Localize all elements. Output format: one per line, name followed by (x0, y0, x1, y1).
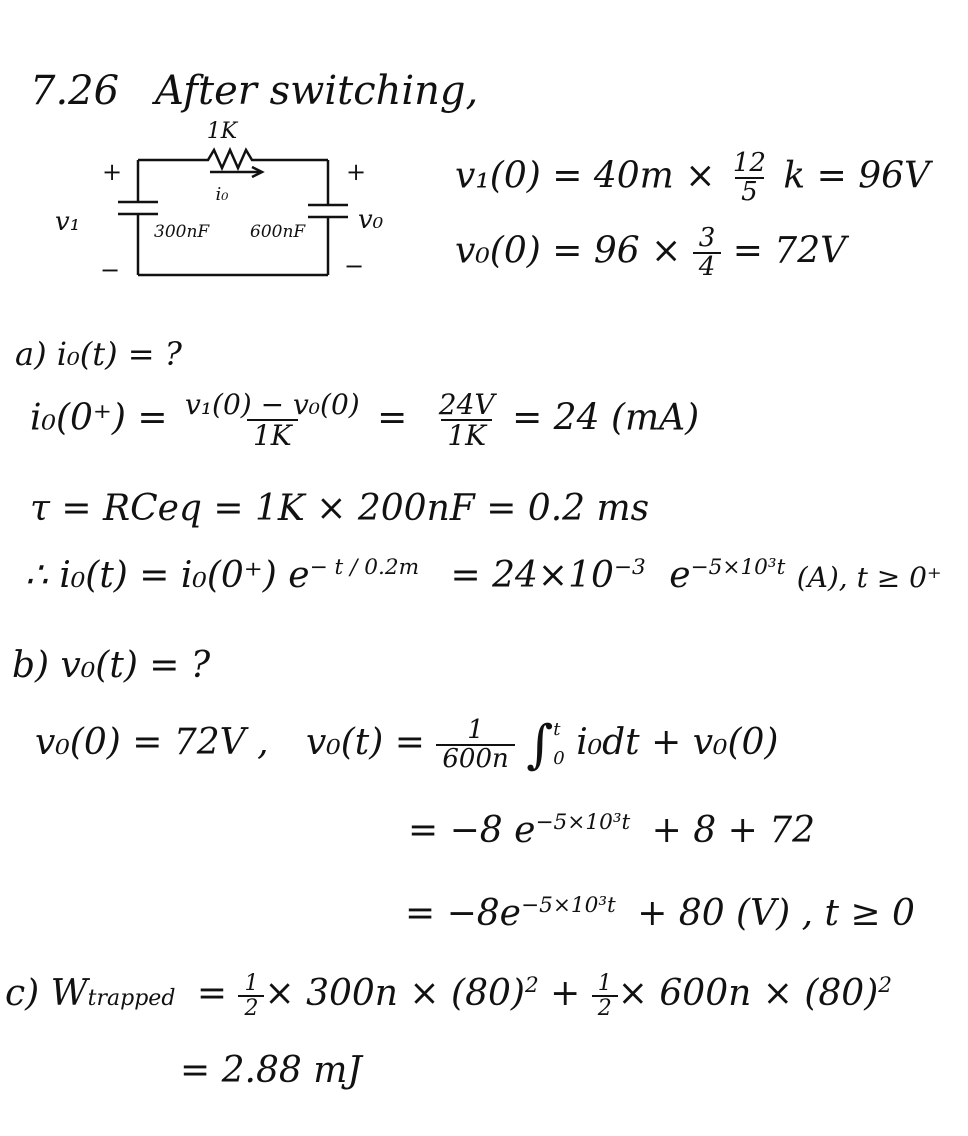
c2-minus: − (344, 252, 365, 280)
c2-plus: + (346, 158, 367, 186)
trapped-energy: c) Wtrapped = $\frac{1}{2}$ × $300n \times (80)^2$ + $\frac{1}{2}$ × $600n \times (80)^2$ (5, 971, 892, 1022)
voltage-solution: = $-8e^{-5\times 10^3t} + 80$ (V) , t ≥ 0 (405, 893, 915, 934)
time-constant: τ = RCeq = 1K × 200nF = 0.2 ms (30, 488, 650, 529)
c2-value: 600nF (250, 222, 306, 242)
problem-number: 7.26 (30, 68, 120, 114)
c1-minus: − (100, 256, 121, 284)
circuit-diagram (50, 110, 384, 295)
initial-current: i₀(0⁺) = $\frac{\text{v₁(0) − v₀(0)}}{1K}$ = $\frac{24V}{1K}$ = 24 (mA) (30, 388, 700, 453)
problem-heading: After switching, (155, 68, 479, 114)
c1-voltage-label: v₁ (55, 207, 81, 237)
voltage-integral: v₀(0) = 72V , v₀(t) = $\frac{1}{600n}$ ∫ t 0 i₀dt + v₀(0) (35, 714, 779, 775)
current-label: i₀ (215, 184, 229, 205)
trapped-energy-result: = 2.88 mJ (180, 1050, 362, 1091)
part-a-question: a) i₀(t) = ? (15, 335, 182, 373)
c2-voltage-label: v₀ (358, 205, 384, 235)
c1-value: 300nF (154, 222, 210, 242)
v0-initial: v₀(0) = 96 × $\frac{3}{4}$ = 72V (455, 223, 847, 283)
part-b-question: b) v₀(t) = ? (12, 645, 211, 686)
resistor-symbol (138, 150, 328, 168)
v1-initial: v₁(0) = 40m × $\frac{12}{5}$ k = 96V (455, 148, 931, 208)
current-solution: ∴ i₀(t) = i₀(0⁺) $e^{- t / 0.2m} = 24\times 10^{-3}$ $e^{-5\times 10^3t}$ (A), t ≥ 0⁺ (25, 555, 942, 596)
voltage-step1: = −8 $e^{-5\times 10^3t} + 8 + 72$ (408, 810, 816, 851)
c1-plus: + (102, 158, 123, 186)
resistor-label: 1K (206, 119, 238, 144)
